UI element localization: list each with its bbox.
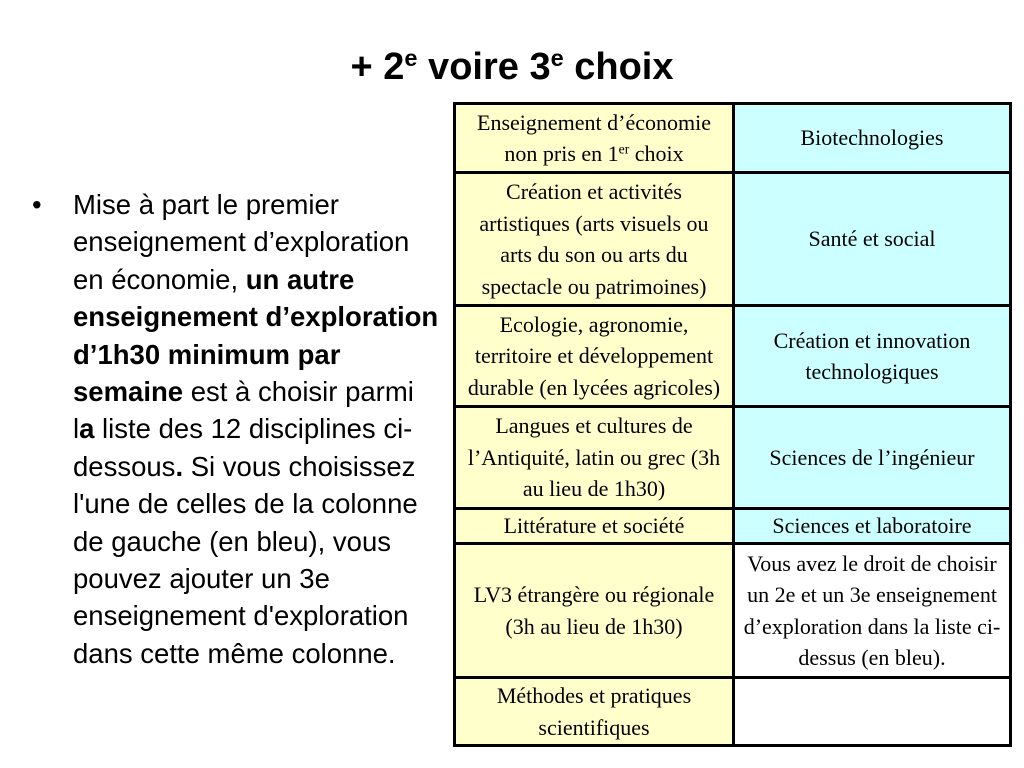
table-cell-right (734, 407, 1011, 509)
bullet-text-bold: . (175, 450, 184, 482)
table-row (455, 173, 1011, 306)
bullet-line: dans cette même colonne. (73, 637, 396, 669)
cell-text: non pris en 1 (504, 141, 619, 166)
bullet-text-bold: d’1h30 minimum par (73, 338, 341, 370)
bullet-item (0, 186, 445, 686)
table-row (455, 544, 1011, 678)
table-cell-left (455, 509, 734, 544)
cell-line: territoire et développement (474, 343, 714, 369)
table-row (455, 509, 1011, 544)
table-row (455, 678, 1011, 746)
cell-line (459, 138, 729, 170)
title-text: voire 3 (417, 46, 551, 88)
table-cell-left (455, 678, 734, 746)
bullet-text-block (73, 186, 438, 672)
bullet-line: enseignement d'exploration (73, 600, 409, 632)
table-cell-right (734, 173, 1011, 306)
bullet-line (73, 298, 438, 335)
cell-line: Sciences de l’ingénieur (769, 444, 975, 470)
bullet-text: est à choisir parmi (183, 375, 414, 407)
table-cell-left (455, 306, 734, 407)
bullet-text: dessous (73, 450, 176, 482)
cell-line: Création et innovation (773, 327, 971, 353)
cell-line: spectacle ou patrimoines) (481, 273, 707, 299)
bullet-line: l'une de celles de la colonne (73, 488, 418, 520)
cell-line: scientifiques (538, 714, 650, 740)
cell-line: Vous avez le droit de choisir (747, 550, 997, 576)
cell-line: Méthodes et pratiques (496, 683, 692, 708)
cell-line: l’Antiquité, latin ou grec (3h (467, 444, 721, 470)
table-row (455, 306, 1011, 407)
bullet-marker: • (32, 189, 42, 220)
table-row (455, 104, 1011, 173)
bullet-line (73, 373, 438, 410)
table-cell-right-note (734, 544, 1011, 678)
title-text: choix (563, 46, 674, 88)
cell-line: durable (en lycées agricoles) (467, 374, 721, 400)
cell-line: Santé et social (808, 226, 936, 252)
table-cell-left (455, 407, 734, 509)
cell-line: artistiques (arts visuels ou (479, 210, 709, 236)
table-cell-right-empty (734, 678, 1011, 746)
title-superscript: e (550, 45, 564, 72)
cell-line: au lieu de 1h30) (522, 476, 666, 502)
table-cell-right (734, 509, 1011, 544)
bullet-line: de gauche (en bleu), vous (73, 525, 391, 557)
cell-line: arts du son ou arts du (500, 242, 688, 267)
cell-line: (3h au lieu de 1h30) (505, 613, 683, 639)
bullet-text-bold: semaine (73, 375, 184, 407)
table-cell-right (734, 104, 1011, 173)
bullet-text: Si vous choisissez (183, 450, 416, 482)
cell-line: Ecologie, agronomie, (499, 311, 689, 337)
disciplines-table (453, 102, 1012, 747)
cell-line: Langues et cultures de (495, 413, 693, 439)
bullet-text: liste des 12 disciplines ci- (94, 413, 413, 445)
bullet-text-bold: un autre (245, 263, 355, 295)
bullet-line: pouvez ajouter un 3e (73, 562, 330, 594)
bullet-line: enseignement d’exploration (73, 226, 410, 258)
cell-line: technologiques (805, 359, 939, 384)
cell-line: Enseignement d’économie (477, 109, 711, 135)
bullet-line: Mise à part le premier (73, 189, 339, 220)
cell-line: Sciences et laboratoire (772, 513, 972, 539)
bullet-line (73, 448, 438, 485)
bullet-text: en économie, (73, 263, 246, 295)
bullet-line (73, 261, 438, 298)
table-cell-left (455, 544, 734, 678)
bullet-text: l (73, 413, 80, 445)
title-text: + 2 (350, 46, 405, 88)
cell-text: choix (629, 141, 684, 166)
cell-line: dessus (en bleu). (798, 645, 946, 670)
table-row (455, 407, 1011, 509)
cell-superscript: er (618, 141, 630, 157)
slide-title (0, 40, 1024, 94)
bullet-text-bold: a (79, 413, 95, 445)
cell-line: Biotechnologies (800, 125, 944, 151)
bullet-line (73, 410, 438, 447)
cell-line: d’exploration dans la liste ci- (743, 613, 1001, 639)
table-cell-left (455, 173, 734, 306)
bullet-text-bold: enseignement d’exploration (73, 301, 439, 333)
bullet-line (73, 336, 438, 373)
title-superscript: e (404, 45, 418, 72)
cell-line: LV3 étrangère ou régionale (473, 582, 715, 607)
cell-line: Création et activités (506, 179, 682, 204)
table-cell-right (734, 306, 1011, 407)
cell-line: un 2e et un 3e enseignement (747, 582, 997, 607)
table-cell-left (455, 104, 734, 173)
cell-line: Littérature et société (503, 513, 685, 539)
